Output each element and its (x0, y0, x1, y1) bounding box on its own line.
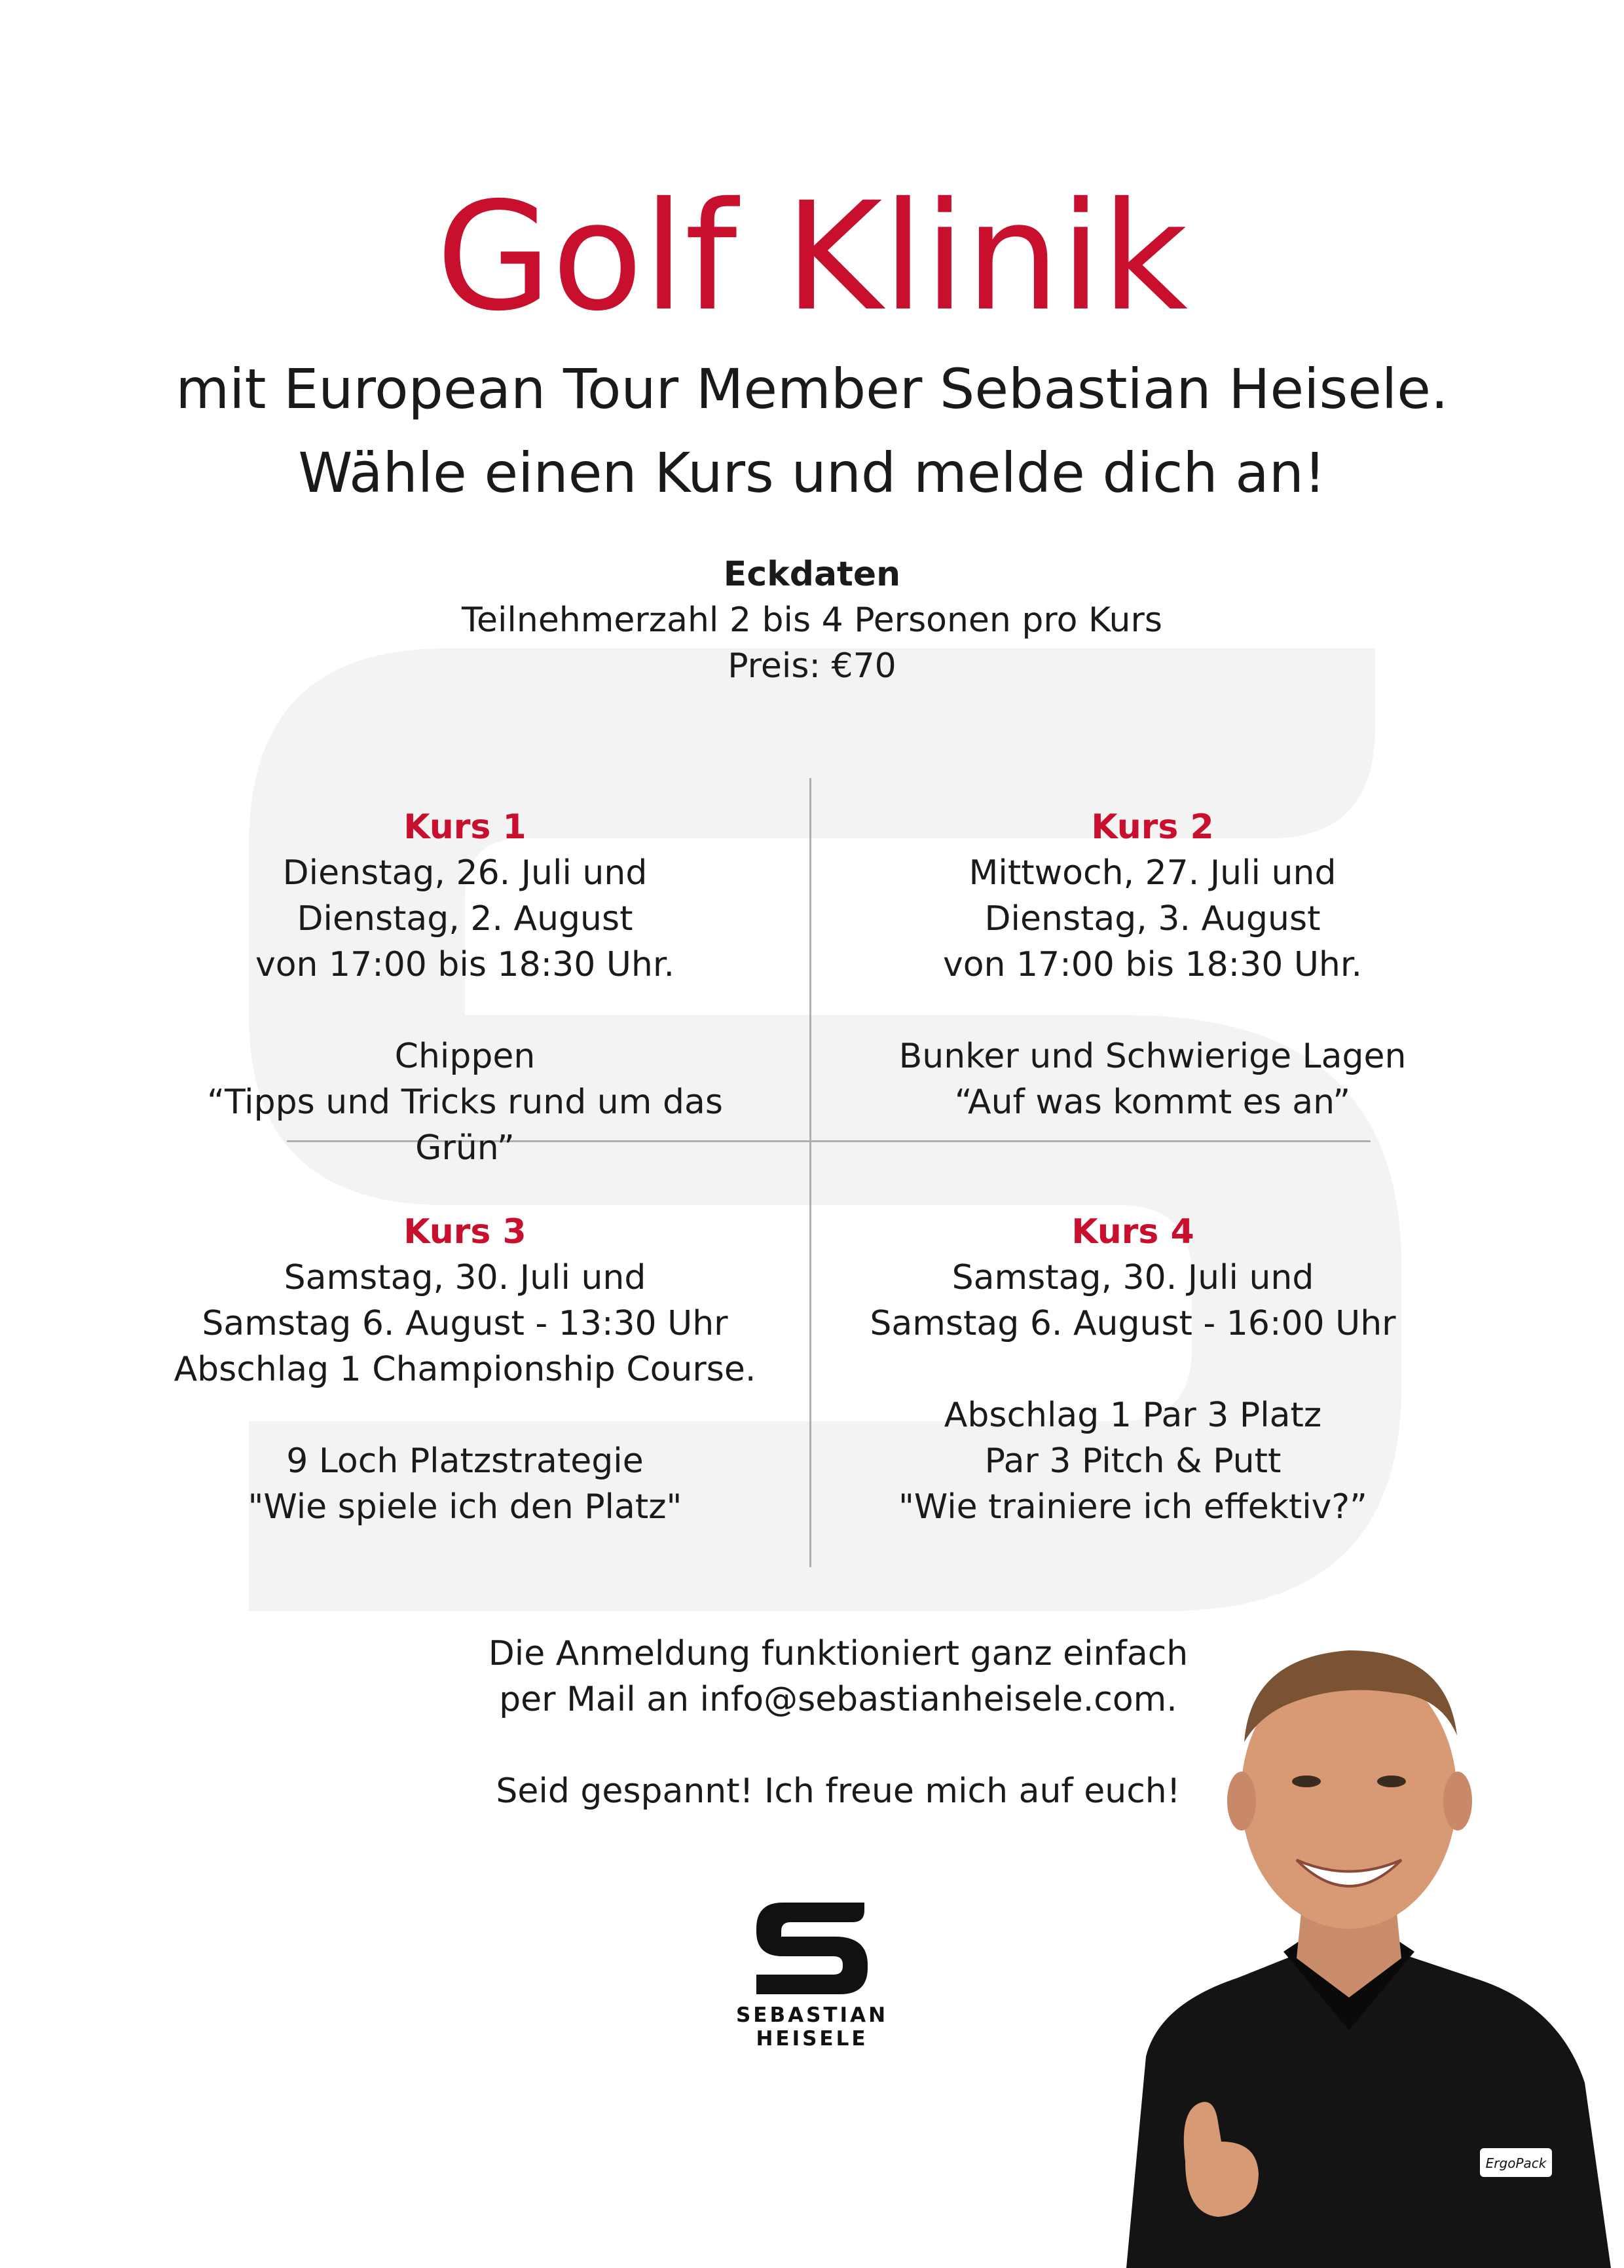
course-1 (170, 804, 760, 1171)
course-date-line: Dienstag, 26. Juli und (282, 853, 648, 893)
course-date-line: Mittwoch, 27. Juli und (969, 853, 1337, 893)
logo-text-line-1: SEBASTIAN (735, 2003, 889, 2027)
subtitle (0, 347, 1624, 515)
course-topic: 9 Loch Platzstrategie (286, 1441, 644, 1481)
course-2 (858, 804, 1447, 1125)
course-location-line: Abschlag 1 Championship Course. (174, 1350, 756, 1389)
course-label: Kurs 2 (1091, 808, 1214, 847)
shirt-brand-text: ErgoPack (1485, 2155, 1547, 2171)
sh-monogram-logo (756, 1903, 868, 1994)
vertical-divider (809, 778, 811, 1567)
course-time-line: von 17:00 bis 18:30 Uhr. (942, 945, 1363, 984)
registration-line-1: Die Anmeldung funktioniert ganz einfach (488, 1634, 1189, 1673)
course-topic: Par 3 Pitch & Putt (984, 1441, 1282, 1481)
closing-line: Seid gespannt! Ich freue mich auf euch! (496, 1772, 1181, 1811)
course-date-line: Samstag, 30. Juli und (951, 1258, 1314, 1297)
subtitle-line-1: mit European Tour Member Sebastian Heisele. (175, 357, 1449, 421)
registration-email-line: per Mail an info@sebastianheisele.com. (499, 1680, 1177, 1719)
key-facts-heading: Eckdaten (723, 555, 901, 594)
course-date-line: Samstag, 30. Juli und (284, 1258, 646, 1297)
course-date-line: Samstag 6. August - 16:00 Uhr (870, 1304, 1396, 1343)
course-4 (838, 1209, 1428, 1530)
course-topic-quote: “Auf was kommt es an” (954, 1083, 1351, 1122)
logo-text-line-2: HEISELE (756, 2027, 868, 2051)
subtitle-line-2: Wähle einen Kurs und melde dich an! (298, 441, 1326, 505)
course-location: Abschlag 1 Par 3 Platz (944, 1396, 1322, 1435)
course-topic-quote: "Wie trainiere ich effektiv?” (898, 1487, 1367, 1527)
course-3 (170, 1209, 760, 1530)
brand-logo (727, 1903, 897, 2051)
course-topic-quote: “Tipps und Tricks rund um das Grün” (207, 1083, 723, 1168)
course-label: Kurs 4 (1071, 1212, 1194, 1252)
course-label: Kurs 3 (403, 1212, 526, 1252)
participants-text: Teilnehmerzahl 2 bis 4 Personen pro Kurs (462, 601, 1162, 640)
course-date-line: Samstag 6. August - 13:30 Uhr (202, 1304, 728, 1343)
course-topic-quote: "Wie spiele ich den Platz" (248, 1487, 682, 1527)
course-date-line: Dienstag, 3. August (984, 899, 1321, 939)
course-date-line: Dienstag, 2. August (297, 899, 633, 939)
page-title: Golf Klinik (435, 170, 1189, 344)
price-text: Preis: €70 (728, 646, 896, 686)
course-time-line: von 17:00 bis 18:30 Uhr. (255, 945, 675, 984)
key-facts (0, 551, 1624, 689)
course-topic: Bunker und Schwierige Lagen (898, 1037, 1407, 1076)
course-topic: Chippen (394, 1037, 536, 1076)
portrait-photo (1087, 1585, 1624, 2268)
course-label: Kurs 1 (403, 808, 526, 847)
